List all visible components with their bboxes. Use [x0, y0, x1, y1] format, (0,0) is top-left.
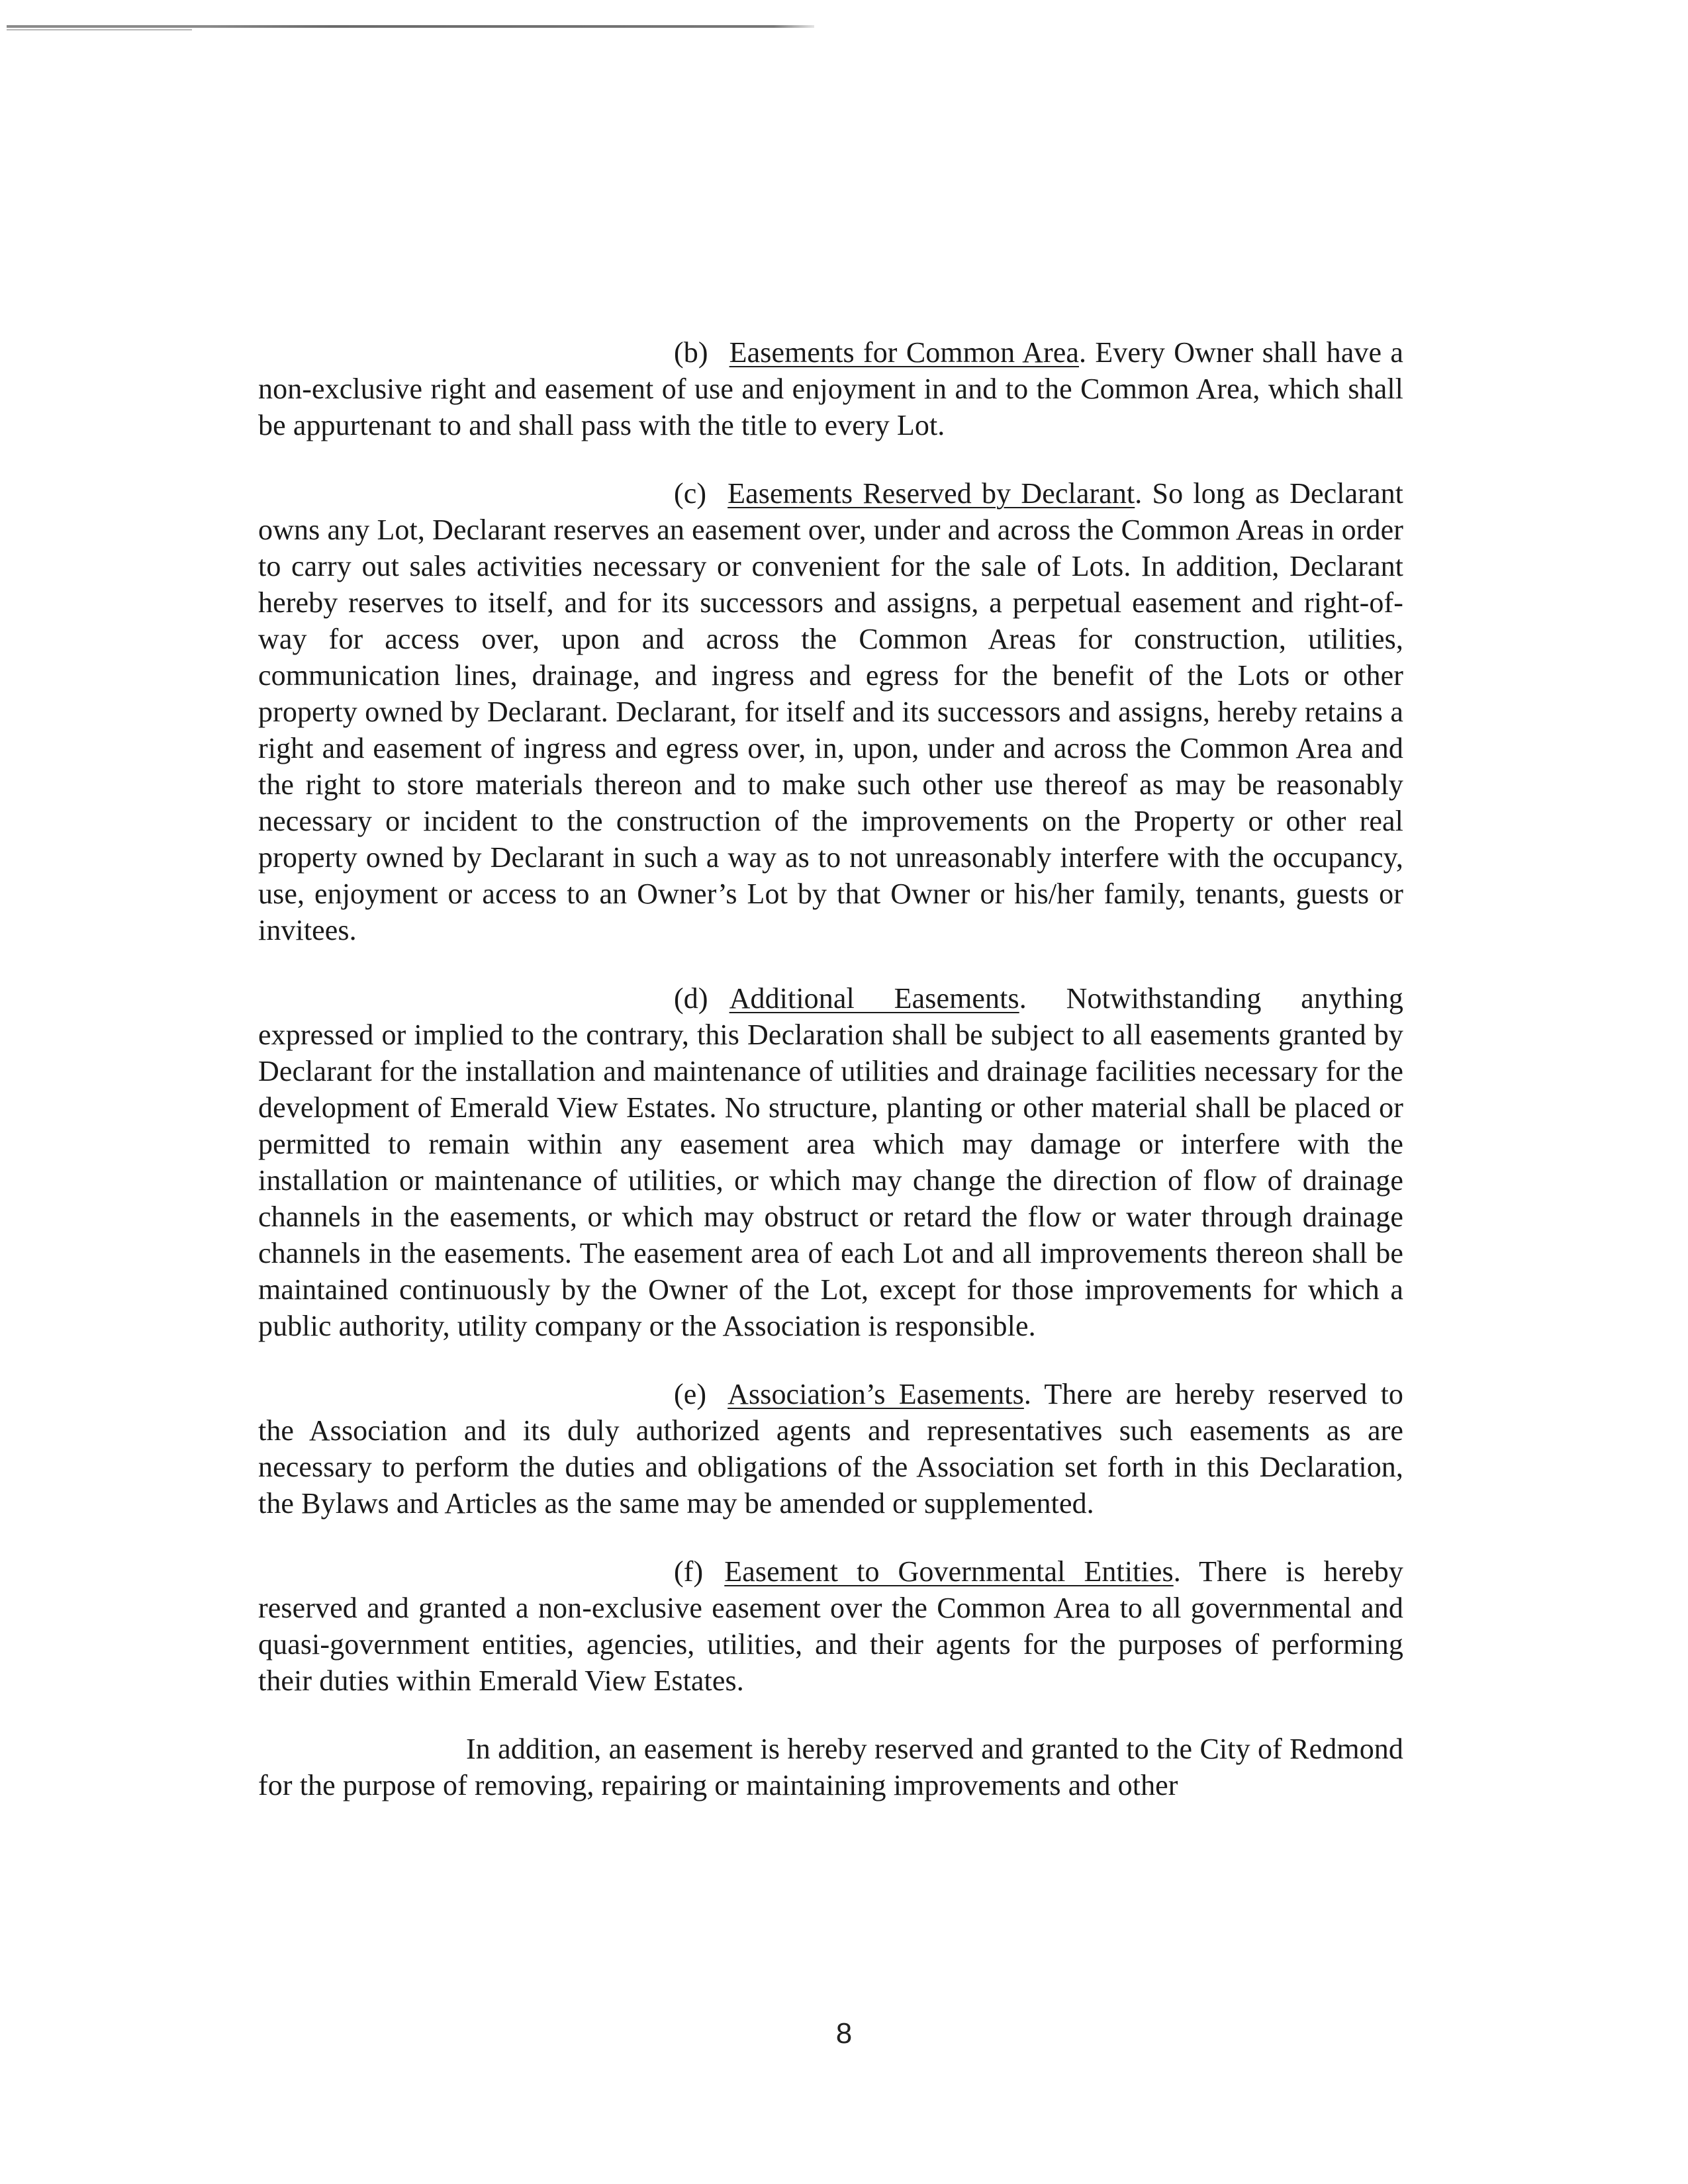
paragraph-label: (b) — [674, 336, 708, 369]
paragraph-closing: In addition, an easement is hereby reserved and granted to the City of Redmond for the purpose of removing, repairing or maintaining improvements and other — [258, 1733, 1403, 1801]
paragraph-b — [258, 334, 1403, 443]
scan-artifact-line-thin — [7, 29, 192, 30]
scan-artifact-line — [7, 25, 814, 28]
paragraph-heading: Additional Easements — [729, 982, 1019, 1015]
paragraph-body: . Every Owner shall have a non-exclusive right and easement of use and enjoyment in and to the Common Area, which shall be appurtenant to and shall pass with the title to every Lot. — [258, 336, 1403, 441]
paragraph-heading: Easement to Governmental Entities — [724, 1555, 1174, 1588]
paragraph-f — [258, 1553, 1403, 1699]
paragraph-body: . Notwithstanding anything expressed or implied to the contrary, this Declaration shall be subject to all easements granted by Declarant for the installation and maintenance of utilities and drainage facilities necessary for the development of Emerald View Estates. No structure, planting or other material shall be placed or permitted to remain within any easement area which may damage or interfere with the installation or maintenance of utilities, or which may change the direction of flow of drainage channels in the easements, or which may obstruct or retard the flow or water through drainage channels in the easements. The easement area of each Lot and all improvements thereon shall be maintained continuously by the Owner of the Lot, except for those improvements for which a public authority, utility company or the Association is responsible. — [258, 982, 1403, 1342]
document-page — [258, 334, 1403, 1835]
paragraph-e — [258, 1376, 1403, 1522]
paragraph-heading: Easements Reserved by Declarant — [727, 477, 1135, 510]
page-number: 8 — [835, 2017, 853, 2050]
paragraph-heading: Easements for Common Area — [729, 336, 1079, 369]
paragraph-label: (c) — [674, 477, 707, 510]
paragraph-body: . There are hereby reserved to the Association and its duly authorized agents and representatives such easements as are necessary to perform the duties and obligations of the Association set forth in this Declaration, the Bylaws and Articles as the same may be amended or supplemented. — [258, 1378, 1403, 1520]
paragraph-body: . So long as Declarant owns any Lot, Declarant reserves an easement over, under and across the Common Areas in order to carry out sales activities necessary or convenient for the sale of Lots. In addition, Declarant hereby reserves to itself, and for its successors and assigns, a perpetual easement and right-of-way for access over, upon and across the Common Areas for construction, utilities, communication lines, drainage, and ingress and egress for the benefit of the Lots or other property owned by Declarant. Declarant, for itself and its successors and assigns, hereby retains a right and easement of ingress and egress over, in, upon, under and across the Common Area and the right to store materials thereon and to make such other use thereof as may be reasonably necessary or incident to the construction of the improvements on the Property or other real property owned by Declarant in such a way as to not unreasonably interfere with the occupancy, use, enjoyment or access to an Owner’s Lot by that Owner or his/her family, tenants, guests or invitees. — [258, 477, 1404, 946]
paragraph-body: . There is hereby reserved and granted a non-exclusive easement over the Common Area to all governmental and quasi-government entities, agencies, utilities, and their agents for the purposes of performing their duties within Emerald View Estates. — [258, 1555, 1403, 1697]
paragraph-d — [258, 980, 1403, 1344]
paragraph-label: (e) — [674, 1378, 707, 1410]
paragraph-label: (d) — [674, 982, 708, 1015]
paragraph-label: (f) — [674, 1555, 704, 1588]
paragraph-heading: Association’s Easements — [727, 1378, 1024, 1410]
paragraph-c — [258, 475, 1403, 948]
